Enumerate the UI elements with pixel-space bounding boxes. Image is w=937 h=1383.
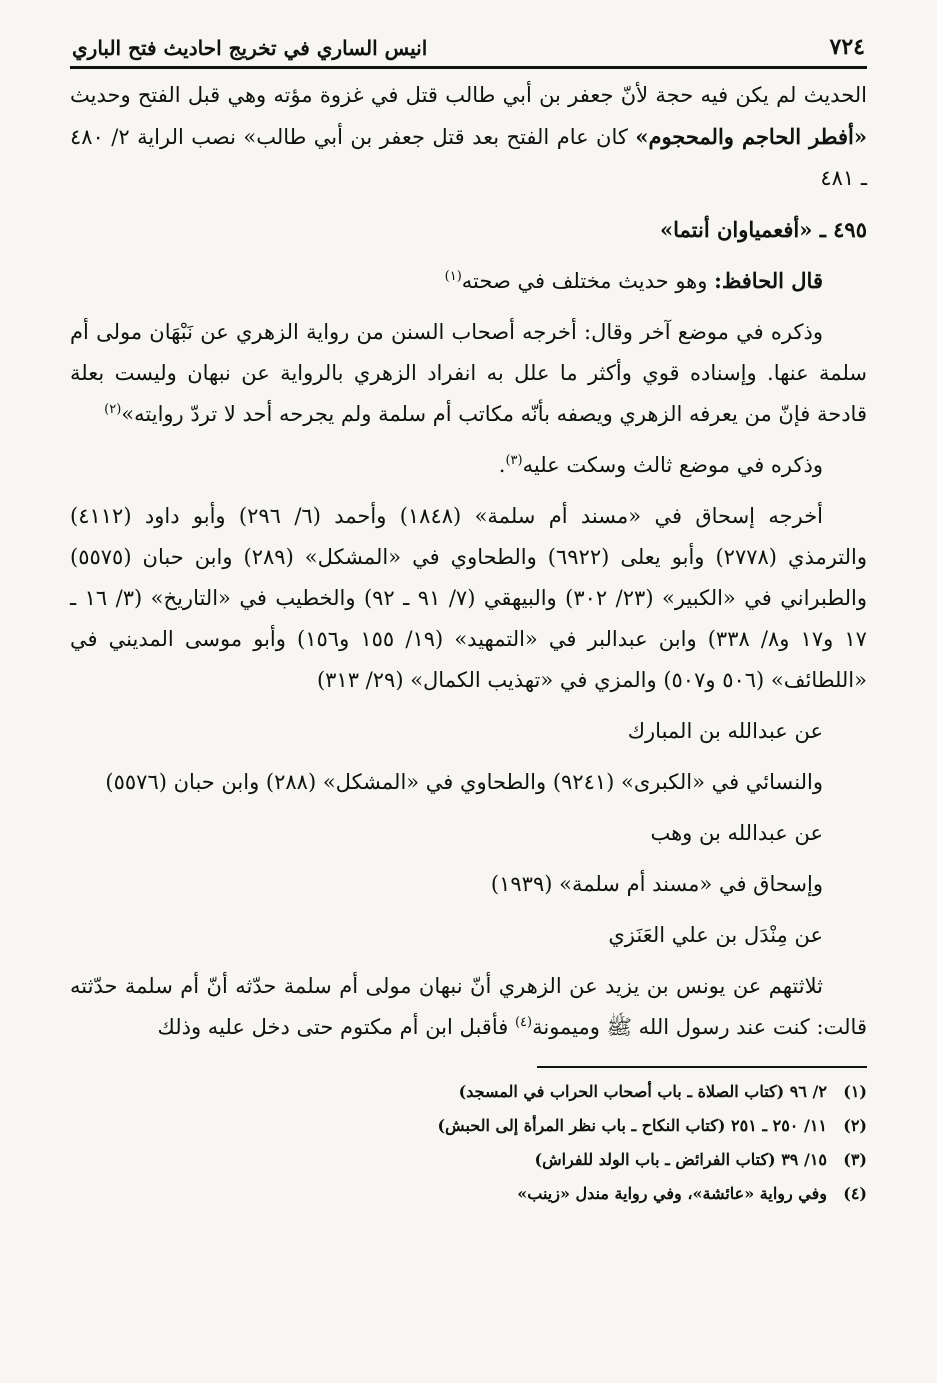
footnote-ref-1: (١) xyxy=(444,269,462,284)
paragraph-6: عن عبدالله بن المبارك xyxy=(627,719,823,743)
paragraph-8: عن عبدالله بن وهب xyxy=(650,821,823,845)
page-number: ٧٢٤ xyxy=(829,34,865,60)
paragraph-9: وإسحاق في «مسند أم سلمة» (١٩٣٩) xyxy=(490,872,823,896)
header-divider xyxy=(70,66,867,69)
footnote-ref-2: (٢) xyxy=(104,402,122,417)
paragraph-5: أخرجه إسحاق في «مسند أم سلمة» (١٨٤٨) وأحمد (٦/ ٢٩٦) وأبو داود (٤١١٢) والترمذي (٢٧٧٨) وأبو يعلى (٦٩٢٢) والطحاوي في «المشكل» (٢٨٩) وابن حبان (٥٥٧٥) والطبراني في «الكبير» (٢٣/ ٣٠٢) والبيهقي (٧/ ٩١ ـ ٩٢) والخطيب في «التاريخ» (٣/ ١٦ ـ ١٧ و١٧ و٨/ ٣٣٨) وابن عبدالبر في «التمهيد» (١٩/ ١٥٥ و١٥٦) وأبو موسى المديني في «اللطائف» (٥٠٦ و٥٠٧) والمزي في «تهذيب الكمال» (٢٩/ ٣١٣) xyxy=(70,504,868,692)
footnotes xyxy=(70,1078,867,1208)
page-header xyxy=(70,34,867,66)
bold-hadith-quote: «أفطر الحاجم والمحجوم» xyxy=(635,124,867,149)
footnote-item: (٣) ١٥/ ٣٩ (كتاب الفرائض ـ باب الولد للفراش) xyxy=(534,1150,867,1169)
footnote-divider xyxy=(537,1066,867,1068)
footnote-item: (١) ٢/ ٩٦ (كتاب الصلاة ـ باب أصحاب الحراب في المسجد) xyxy=(458,1082,867,1101)
paragraph-3: وذكره في موضع آخر وقال: أخرجه أصحاب السنن من رواية الزهري عن نَبْهَان مولى أم سلمة عنها. وإسناده قوي وأكثر ما علل به انفراد الزهري بالرواية عن نبهان وليست بعلة قادحة فإنّ من يعرفه الزهري ويصفه بأنّه مكاتب أم سلمة ولم يجرحه أحد لا تردّ روايته»$^{(٢)}$ xyxy=(70,320,867,426)
main-text xyxy=(70,75,867,1048)
paragraph-11: ثلاثتهم عن يونس بن يزيد عن الزهري أنّ نبهان مولى أم سلمة حدّثه أنّ أم سلمة حدّثته قالت: كنت عند رسول الله ﷺ وميمونة$^{(٤)}$ فأقبل ابن أم مكتوم حتى دخل عليه وذلك xyxy=(70,974,867,1039)
hafiz-statement: قال الحافظ: وهو حديث مختلف في صحته$^{(١)}$ xyxy=(444,268,823,293)
footnote-item: (٤) وفي رواية «عائشة»، وفي رواية مندل «زينب» xyxy=(517,1184,867,1203)
paragraph-10: عن مِنْدَل بن علي العَنَزي xyxy=(608,923,823,947)
hafiz-label: قال الحافظ: xyxy=(714,268,823,293)
footnote-ref-4: (٤) xyxy=(514,1015,533,1030)
footnote-ref-3: (٣) xyxy=(505,453,523,468)
footnote-item: (٢) ١١/ ٢٥٠ ـ ٢٥١ (كتاب النكاح ـ باب نظر المرأة إلى الحبش) xyxy=(437,1116,867,1135)
book-title: انيس الساري في تخريج احاديث فتح الباري xyxy=(72,36,428,60)
paragraph-1: الحديث لم يكن فيه حجة لأنّ جعفر بن أبي طالب قتل في غزوة مؤته وهي قبل الفتح وحديث «أفطر الحاجم والمحجوم» كان عام الفتح بعد قتل جعفر بن أبي طالب» نصب الراية ٢/ ٤٨٠ ـ ٤٨١ xyxy=(70,83,867,190)
paragraph-7: والنسائي في «الكبرى» (٩٢٤١) والطحاوي في «المشكل» (٢٨٨) وابن حبان (٥٥٧٦) xyxy=(105,770,823,794)
hadith-title: ٤٩٥ ـ «أفعمياوان أنتما» xyxy=(659,217,867,242)
paragraph-4: وذكره في موضع ثالث وسكت عليه$^{(٣)}$. xyxy=(498,453,823,477)
